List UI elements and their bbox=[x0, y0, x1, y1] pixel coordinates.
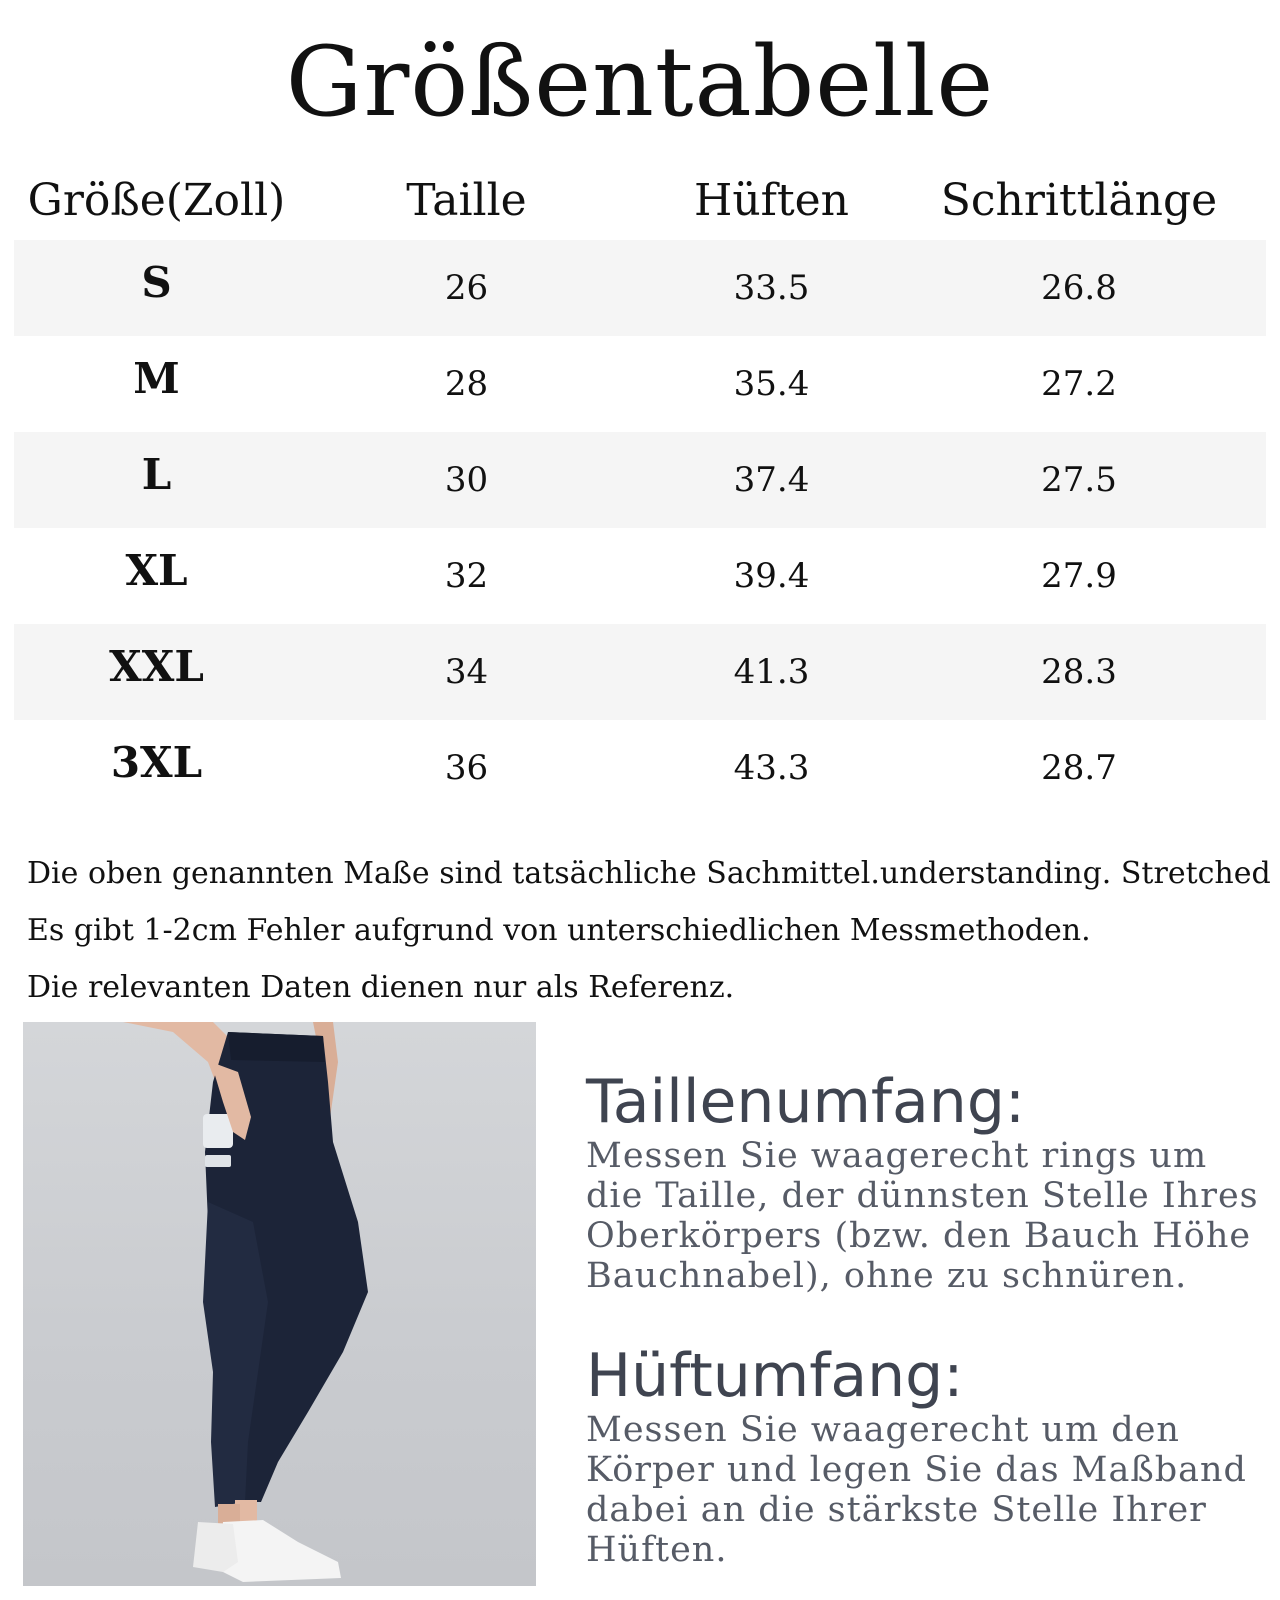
note-line: Die relevanten Daten dienen nur als Referenz. bbox=[27, 970, 735, 1005]
waist-value: 34 bbox=[444, 652, 489, 692]
inseam-value: 26.8 bbox=[1041, 268, 1117, 308]
hips-description: Messen Sie waagerecht um den Körper und legen Sie das Maßband dabei an die stärkste Stelle Ihrer Hüften. bbox=[586, 1410, 1247, 1570]
waist-value: 28 bbox=[444, 364, 489, 404]
inseam-value: 27.5 bbox=[1041, 460, 1117, 500]
waist-description: Messen Sie waagerecht rings um die Taille, der dünnsten Stelle Ihres Oberkörpers (bzw. den Bauch Höhe Bauchnabel), ohne zu schnüren. bbox=[586, 1136, 1259, 1296]
table-row bbox=[14, 432, 1266, 528]
hips-value: 43.3 bbox=[733, 748, 810, 788]
size-label: XL bbox=[125, 545, 188, 595]
hips-heading: Hüftumfang: bbox=[586, 1341, 964, 1411]
size-label: 3XL bbox=[110, 737, 203, 787]
note-line: Die oben genannten Maße sind tatsächliche Sachmittel.understanding. Stretched bbox=[27, 856, 1271, 891]
inseam-value: 27.2 bbox=[1041, 364, 1117, 404]
waist-value: 26 bbox=[444, 268, 489, 308]
hips-guide bbox=[586, 1342, 1266, 1570]
product-photo bbox=[23, 1022, 536, 1586]
waist-value: 36 bbox=[444, 748, 489, 788]
table-row bbox=[14, 720, 1266, 816]
waist-value: 32 bbox=[444, 556, 489, 596]
size-label: L bbox=[141, 449, 172, 499]
shoe-back bbox=[193, 1522, 238, 1572]
size-label: M bbox=[133, 353, 180, 403]
inseam-value: 27.9 bbox=[1041, 556, 1117, 596]
size-label: S bbox=[141, 257, 172, 307]
measurement-notes bbox=[27, 845, 1271, 1016]
note-line: Es gibt 1-2cm Fehler aufgrund von unterschiedlichen Messmethoden. bbox=[27, 913, 1091, 948]
page-title: Größentabelle bbox=[285, 26, 995, 138]
shoe-front bbox=[219, 1520, 341, 1582]
table-row bbox=[14, 336, 1266, 432]
size-table bbox=[14, 160, 1266, 816]
header-hips: Hüften bbox=[693, 174, 850, 226]
hips-value: 41.3 bbox=[733, 652, 810, 692]
waist-value: 30 bbox=[444, 460, 489, 500]
phone-shape bbox=[203, 1114, 233, 1148]
waist-guide bbox=[586, 1068, 1266, 1296]
table-row bbox=[14, 528, 1266, 624]
header-inseam: Schrittlänge bbox=[940, 174, 1218, 226]
table-row bbox=[14, 624, 1266, 720]
leggings-illustration bbox=[23, 1022, 536, 1586]
hips-value: 33.5 bbox=[733, 268, 810, 308]
inseam-value: 28.3 bbox=[1041, 652, 1117, 692]
header-size: Größe(Zoll) bbox=[27, 174, 286, 226]
hips-value: 39.4 bbox=[733, 556, 810, 596]
hips-value: 37.4 bbox=[733, 460, 810, 500]
header-waist: Taille bbox=[406, 174, 527, 226]
size-label: XXL bbox=[109, 641, 204, 691]
waistband bbox=[228, 1032, 325, 1062]
inseam-value: 28.7 bbox=[1041, 748, 1117, 788]
card-shape bbox=[205, 1155, 231, 1167]
waist-heading: Taillenumfang: bbox=[586, 1067, 1026, 1137]
hips-value: 35.4 bbox=[733, 364, 810, 404]
table-header bbox=[14, 160, 1266, 240]
table-row bbox=[14, 240, 1266, 336]
